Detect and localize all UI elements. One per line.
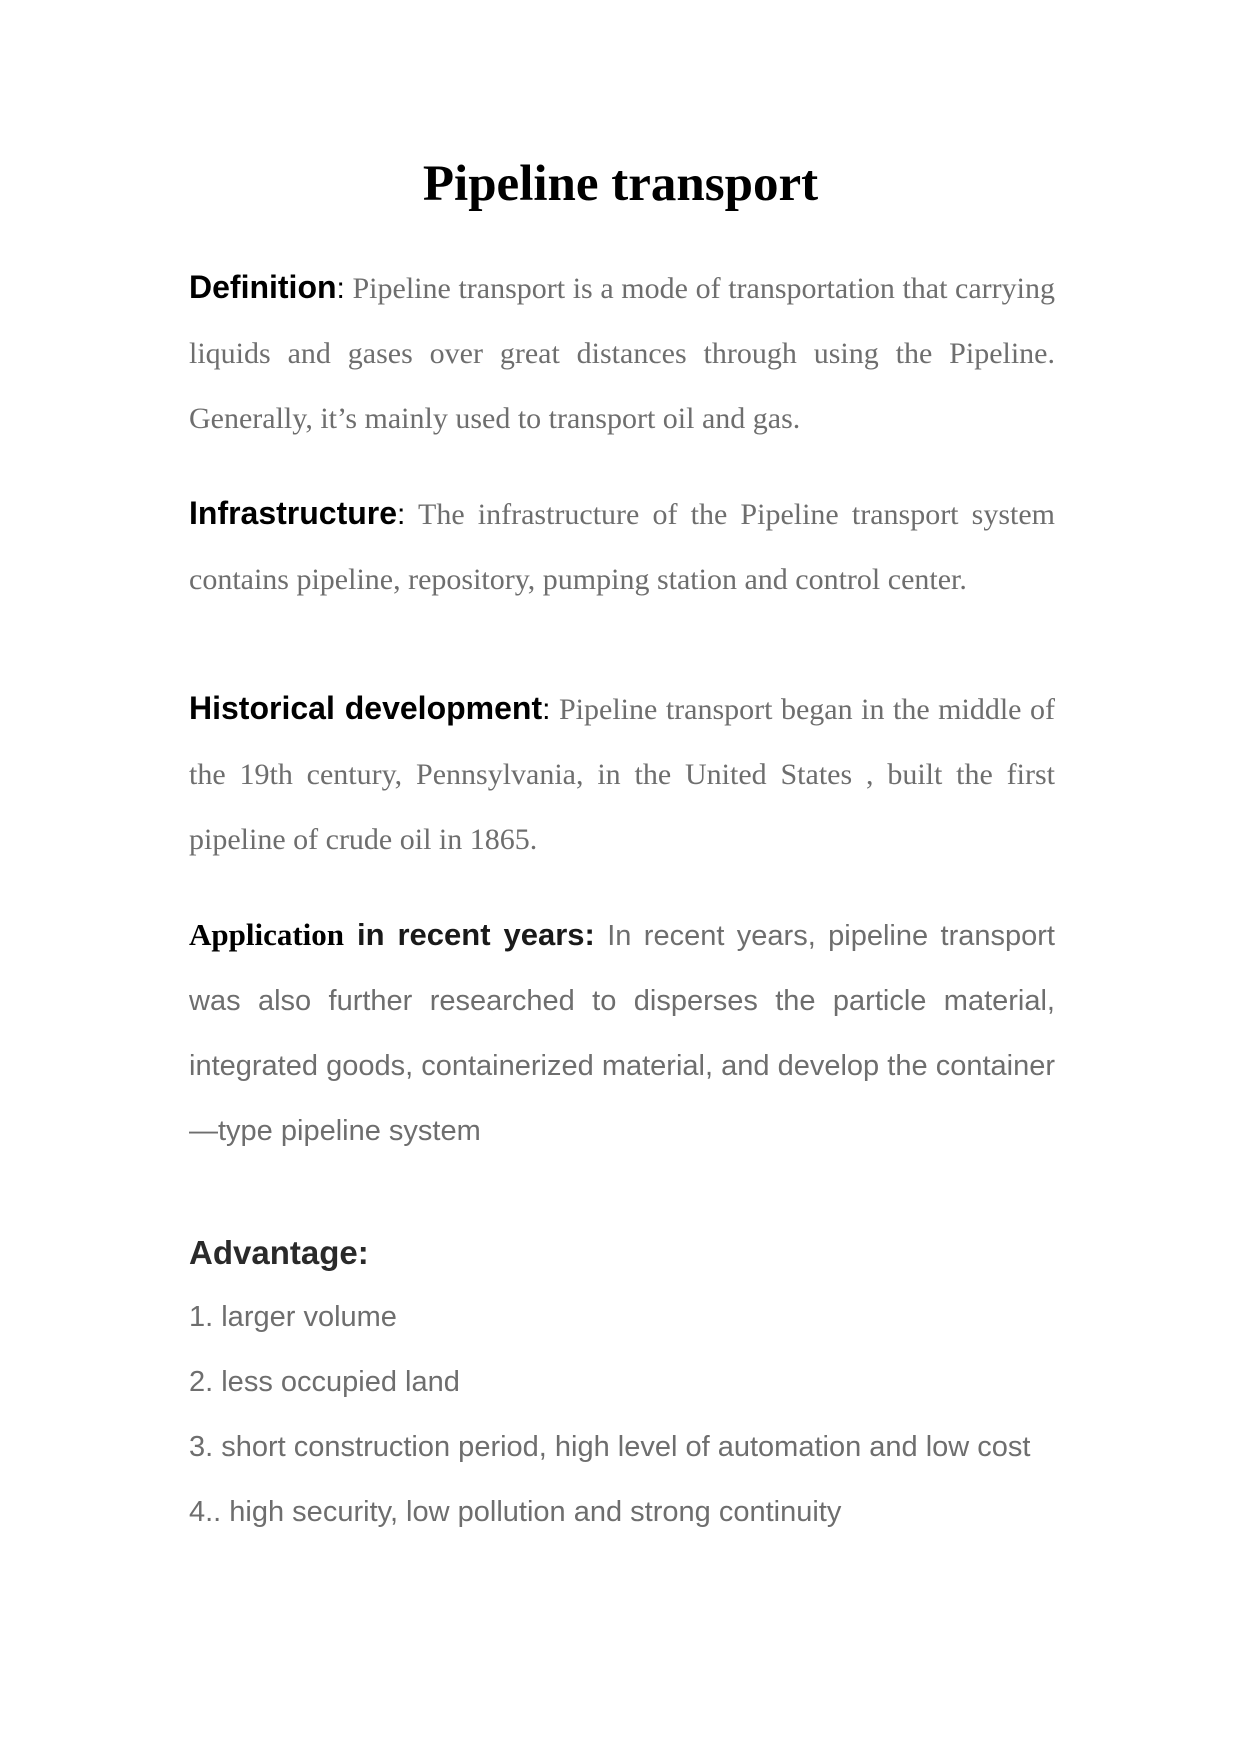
application-paragraph xyxy=(189,902,1055,1164)
advantage-heading: Advantage: xyxy=(189,1234,369,1271)
definition-separator: : xyxy=(336,272,345,305)
historical-paragraph xyxy=(189,676,1055,872)
page-title: Pipeline transport xyxy=(422,156,819,212)
historical-text: Pipeline transport began in the middle of the 19th century, Pennsylvania, in the United States , built the first pipeline of crude oil in 1865. xyxy=(189,693,1056,856)
infrastructure-paragraph xyxy=(189,481,1055,612)
application-text: In recent years, pipeline transport was also further researched to disperses the particle material, integrated goods, containerized material, and develop the container—type pipeline system xyxy=(189,920,1055,1147)
infrastructure-label: Infrastructure xyxy=(189,495,398,531)
infrastructure-separator: : xyxy=(397,498,406,531)
historical-separator: : xyxy=(542,693,551,726)
historical-label: Historical development xyxy=(189,690,543,726)
application-label-first: Application xyxy=(189,917,345,952)
definition-paragraph xyxy=(189,255,1055,451)
advantage-item: 1. larger volume xyxy=(189,1301,397,1333)
advantage-section xyxy=(189,1220,1055,1545)
infrastructure-text: The infrastructure of the Pipeline transport system contains pipeline, repository, pumping station and control center. xyxy=(189,498,1055,596)
advantage-item: 3. short construction period, high level of automation and low cost xyxy=(189,1431,1031,1463)
application-label-rest: in recent years: xyxy=(344,917,595,952)
advantage-item: 2. less occupied land xyxy=(189,1366,460,1398)
advantage-item: 4.. high security, low pollution and strong continuity xyxy=(189,1496,842,1528)
definition-text: Pipeline transport is a mode of transportation that carrying liquids and gases over great distances through using the Pipeline. Generally, it’s mainly used to transport oil and gas. xyxy=(189,272,1055,435)
advantage-list xyxy=(189,1285,1055,1545)
definition-label: Definition xyxy=(189,269,337,305)
